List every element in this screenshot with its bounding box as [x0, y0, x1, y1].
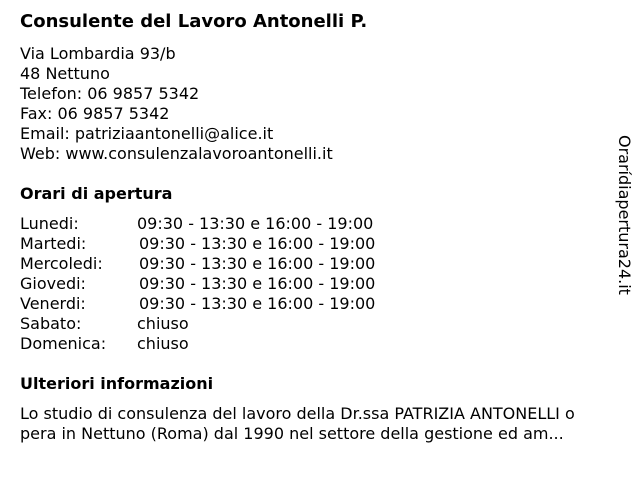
email-line: Email: patriziaantonelli@alice.it: [20, 124, 274, 143]
time-value: chiuso: [137, 314, 189, 333]
day-label: Domenica:: [20, 334, 107, 353]
time-value: 09:30 - 13:30 e 16:00 - 19:00: [139, 254, 376, 273]
hours-row-thursday: [20, 274, 375, 294]
contact-block: [20, 44, 333, 164]
info-heading: Ulteriori informazioni: [20, 374, 214, 393]
opening-hours-table: [20, 214, 375, 354]
hours-row-wednesday: [20, 254, 375, 274]
time-value: 09:30 - 13:30 e 16:00 - 19:00: [137, 214, 374, 233]
address-line: Via Lombardia 93/b: [20, 44, 176, 63]
web-line: Web: www.consulenzalavoroantonelli.it: [20, 144, 333, 163]
day-label: Mercoledi:: [20, 254, 103, 273]
day-label: Lunedi:: [20, 214, 79, 233]
fax-line: Fax: 06 9857 5342: [20, 104, 170, 123]
info-description: [20, 404, 635, 444]
hours-row-tuesday: [20, 234, 375, 254]
hours-row-sunday: [20, 334, 375, 354]
info-line: pera in Nettuno (Roma) dal 1990 nel settore della gestione ed am...: [20, 424, 564, 443]
phone-line: Telefon: 06 9857 5342: [20, 84, 200, 103]
business-title: Consulente del Lavoro Antonelli P.: [20, 11, 368, 32]
time-value: 09:30 - 13:30 e 16:00 - 19:00: [139, 294, 376, 313]
hours-heading: Orari di apertura: [20, 184, 173, 203]
time-value: chiuso: [137, 334, 189, 353]
time-value: 09:30 - 13:30 e 16:00 - 19:00: [139, 274, 376, 293]
day-label: Giovedi:: [20, 274, 86, 293]
city-line: 48 Nettuno: [20, 64, 110, 83]
day-label: Martedi:: [20, 234, 87, 253]
site-watermark: Orarídiapertura24.it: [615, 135, 634, 295]
time-value: 09:30 - 13:30 e 16:00 - 19:00: [139, 234, 376, 253]
day-label: Venerdi:: [20, 294, 86, 313]
day-label: Sabato:: [20, 314, 82, 333]
hours-row-saturday: [20, 314, 375, 334]
hours-row-monday: [20, 214, 375, 234]
info-line: Lo studio di consulenza del lavoro della Dr.ssa PATRIZIA ANTONELLI o: [20, 404, 575, 423]
hours-row-friday: [20, 294, 375, 314]
